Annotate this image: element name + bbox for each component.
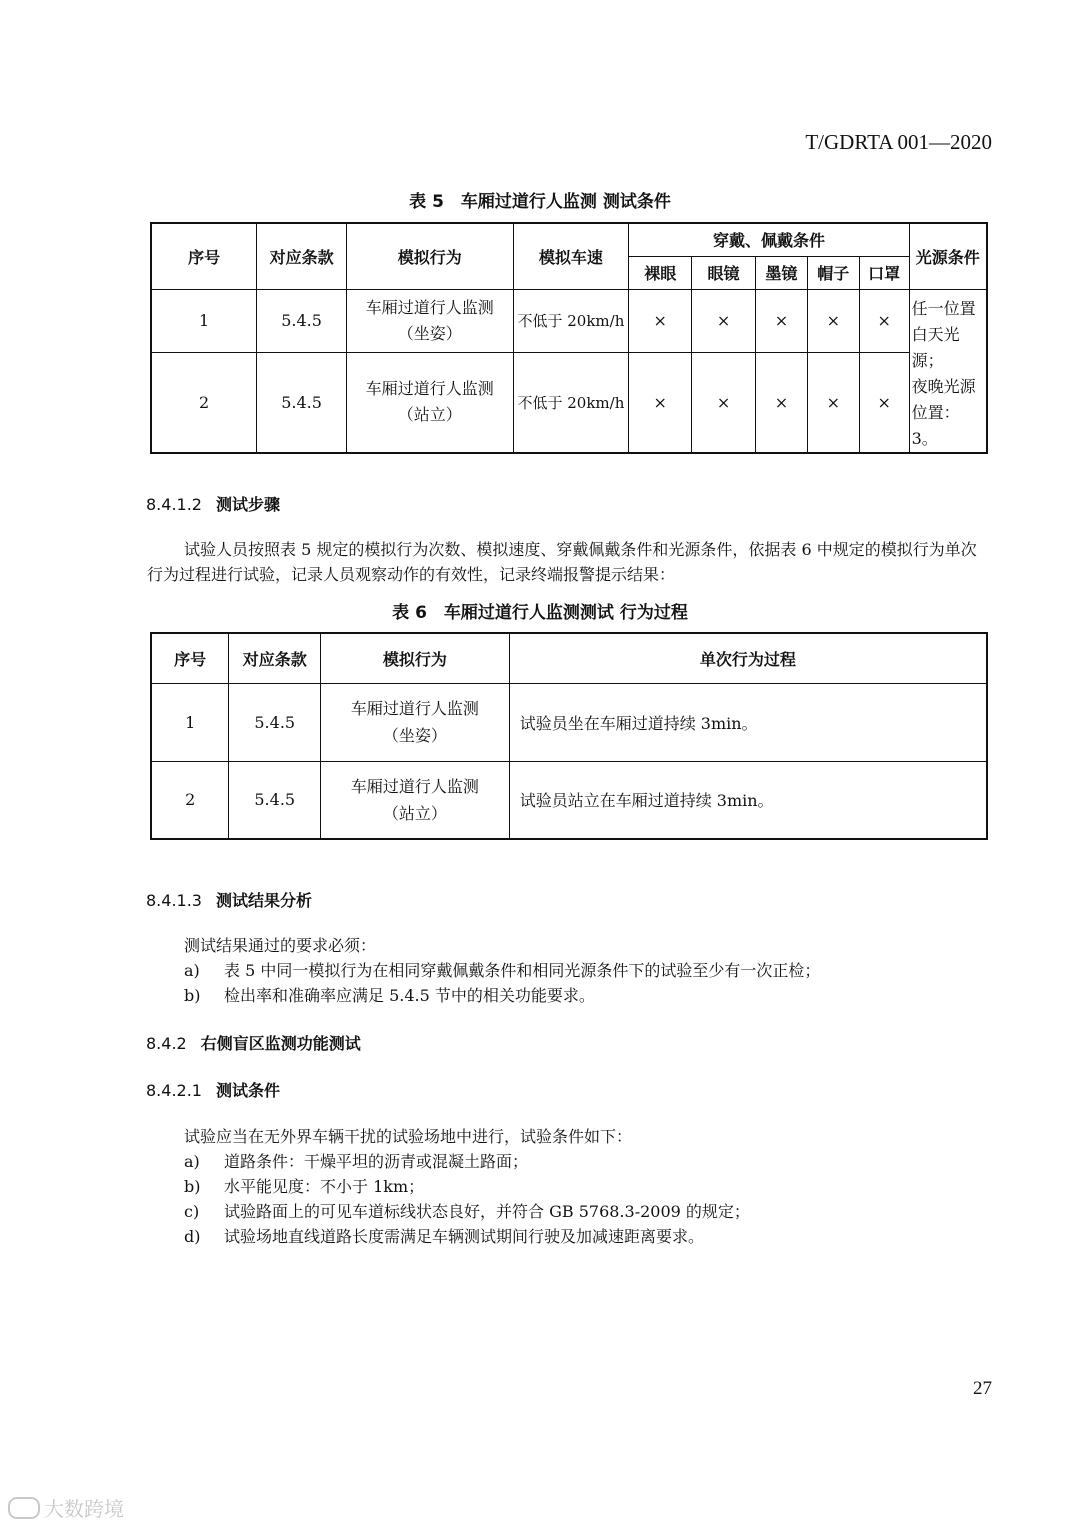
list-item-label: a) <box>184 1152 200 1171</box>
behavior-line1: 车厢过道行人监测 <box>350 699 479 718</box>
light-line: 源； <box>911 350 944 370</box>
cell-mark: × <box>807 289 859 353</box>
paragraph-test-conditions: 试验应当在无外界车辆干扰的试验场地中进行，试验条件如下： <box>184 1127 633 1146</box>
cell-mark: × <box>859 353 909 453</box>
header-process: 单次行为过程 <box>509 633 987 683</box>
header-clause: 对应条款 <box>257 223 347 289</box>
list-item-text: 表 5 中同一模拟行为在相同穿戴佩戴条件和相同光源条件下的试验至少有一次正检； <box>224 961 821 980</box>
table-row <box>151 353 987 453</box>
cell-seq: 2 <box>151 353 257 453</box>
light-line: 位置： <box>911 402 960 422</box>
document-code: T/GDRTA 001—2020 <box>805 130 992 154</box>
behavior-line2: （坐姿） <box>397 323 462 343</box>
header-behavior: 模拟行为 <box>347 223 514 289</box>
list-item-label: b) <box>184 1177 201 1196</box>
light-line: 任一位置 <box>911 298 976 318</box>
header-clause: 对应条款 <box>229 633 321 683</box>
header-behavior: 模拟行为 <box>321 633 510 683</box>
list-item-text: 检出率和准确率应满足 5.4.5 节中的相关功能要求。 <box>224 986 595 1005</box>
section-title: 测试结果分析 <box>215 891 312 910</box>
cell-clause: 5.4.5 <box>229 761 321 839</box>
list-item-text: 试验路面上的可见车道标线状态良好，并符合 GB 5768.3-2009 的规定； <box>224 1202 750 1221</box>
cell-mark: × <box>629 289 692 353</box>
list-item-label: b) <box>184 986 201 1005</box>
behavior-line1: 车厢过道行人监测 <box>350 776 479 796</box>
section-heading-8412 <box>146 492 280 515</box>
cell-mark: × <box>755 353 807 453</box>
list-item <box>184 1174 750 1199</box>
cell-behavior <box>347 353 514 453</box>
cell-process: 试验员站立在车厢过道持续 3min。 <box>509 761 987 839</box>
cell-mark: × <box>692 353 756 453</box>
watermark-text: 大数跨境 <box>44 1497 124 1521</box>
cell-behavior <box>347 289 514 353</box>
list-item-label: d) <box>184 1227 201 1246</box>
cell-mark: × <box>807 353 859 453</box>
cell-seq: 1 <box>151 683 229 761</box>
header-speed: 模拟车速 <box>513 223 629 289</box>
result-list <box>184 958 820 1008</box>
section-heading-842 <box>146 1031 361 1054</box>
paragraph-test-steps: 试验人员按照表 5 规定的模拟行为次数、模拟速度、穿戴佩戴条件和光源条件，依据表 6 中规定的模拟行为单次行为过程进行试验，记录人员观察动作的有效性，记录终端报警提示结果： <box>147 540 977 584</box>
light-line: 白天光 <box>911 324 960 344</box>
cell-mark: × <box>629 353 692 453</box>
cell-mark: × <box>692 289 756 353</box>
section-number: 8.4.1.3 <box>146 891 202 910</box>
behavior-line2: （站立） <box>397 405 462 425</box>
table-row <box>151 289 987 353</box>
table5-caption: 表 5 车厢过道行人监测 测试条件 <box>409 192 671 212</box>
section-number: 8.4.1.2 <box>146 495 202 514</box>
header-seq: 序号 <box>151 223 257 289</box>
table-row <box>151 761 987 839</box>
cell-seq: 2 <box>151 761 229 839</box>
behavior-line1: 车厢过道行人监测 <box>365 297 494 317</box>
header-wear: 穿戴、佩戴条件 <box>629 223 909 256</box>
list-item <box>184 1224 750 1249</box>
behavior-line2: （坐姿） <box>382 726 447 745</box>
cell-speed: 不低于 20km/h <box>513 289 629 353</box>
header-seq: 序号 <box>151 633 229 683</box>
watermark <box>8 1493 124 1522</box>
cell-speed: 不低于 20km/h <box>513 353 629 453</box>
list-item-text: 水平能见度：不小于 1km； <box>224 1177 425 1196</box>
section-title: 测试条件 <box>215 1081 280 1100</box>
section-number: 8.4.2.1 <box>146 1081 202 1100</box>
cell-clause: 5.4.5 <box>229 683 321 761</box>
list-item <box>184 983 820 1008</box>
table6-caption: 表 6 车厢过道行人监测测试 行为过程 <box>392 603 688 623</box>
header-light: 光源条件 <box>909 223 987 289</box>
header-wear-sunglasses: 墨镜 <box>755 256 807 289</box>
header-wear-naked: 裸眼 <box>629 256 692 289</box>
list-item-label: a) <box>184 961 200 980</box>
table5 <box>150 222 988 454</box>
table6 <box>150 632 988 840</box>
section-number: 8.4.2 <box>146 1034 187 1053</box>
cell-behavior <box>321 761 510 839</box>
header-wear-mask: 口罩 <box>859 256 909 289</box>
page-number: 27 <box>973 1378 992 1399</box>
list-item-text: 道路条件：干燥平坦的沥青或混凝土路面； <box>224 1152 529 1171</box>
cell-clause: 5.4.5 <box>257 289 347 353</box>
cell-clause: 5.4.5 <box>257 353 347 453</box>
section-title: 右侧盲区监测功能测试 <box>200 1034 361 1053</box>
cell-process: 试验员坐在车厢过道持续 3min。 <box>509 683 987 761</box>
list-item <box>184 1149 750 1174</box>
cell-seq: 1 <box>151 289 257 353</box>
cell-mark: × <box>859 289 909 353</box>
section-heading-8421 <box>146 1078 280 1101</box>
header-wear-hat: 帽子 <box>807 256 859 289</box>
watermark-logo-icon <box>8 1497 40 1519</box>
cell-light <box>909 289 987 453</box>
list-item <box>184 958 820 983</box>
list-item-text: 试验场地直线道路长度需满足车辆测试期间行驶及加减速距离要求。 <box>224 1227 705 1246</box>
behavior-line1: 车厢过道行人监测 <box>365 379 494 399</box>
light-line: 3。 <box>911 428 938 448</box>
light-line: 夜晚光源 <box>911 376 976 396</box>
section-title: 测试步骤 <box>215 495 280 514</box>
header-wear-glasses: 眼镜 <box>692 256 756 289</box>
cell-mark: × <box>755 289 807 353</box>
paragraph-result-requirements: 测试结果通过的要求必须： <box>184 936 377 955</box>
list-item-label: c) <box>184 1202 200 1221</box>
list-item <box>184 1199 750 1224</box>
cell-behavior <box>321 683 510 761</box>
condition-list <box>184 1149 750 1249</box>
section-heading-8413 <box>146 888 312 911</box>
behavior-line2: （站立） <box>382 803 447 823</box>
table-row <box>151 683 987 761</box>
